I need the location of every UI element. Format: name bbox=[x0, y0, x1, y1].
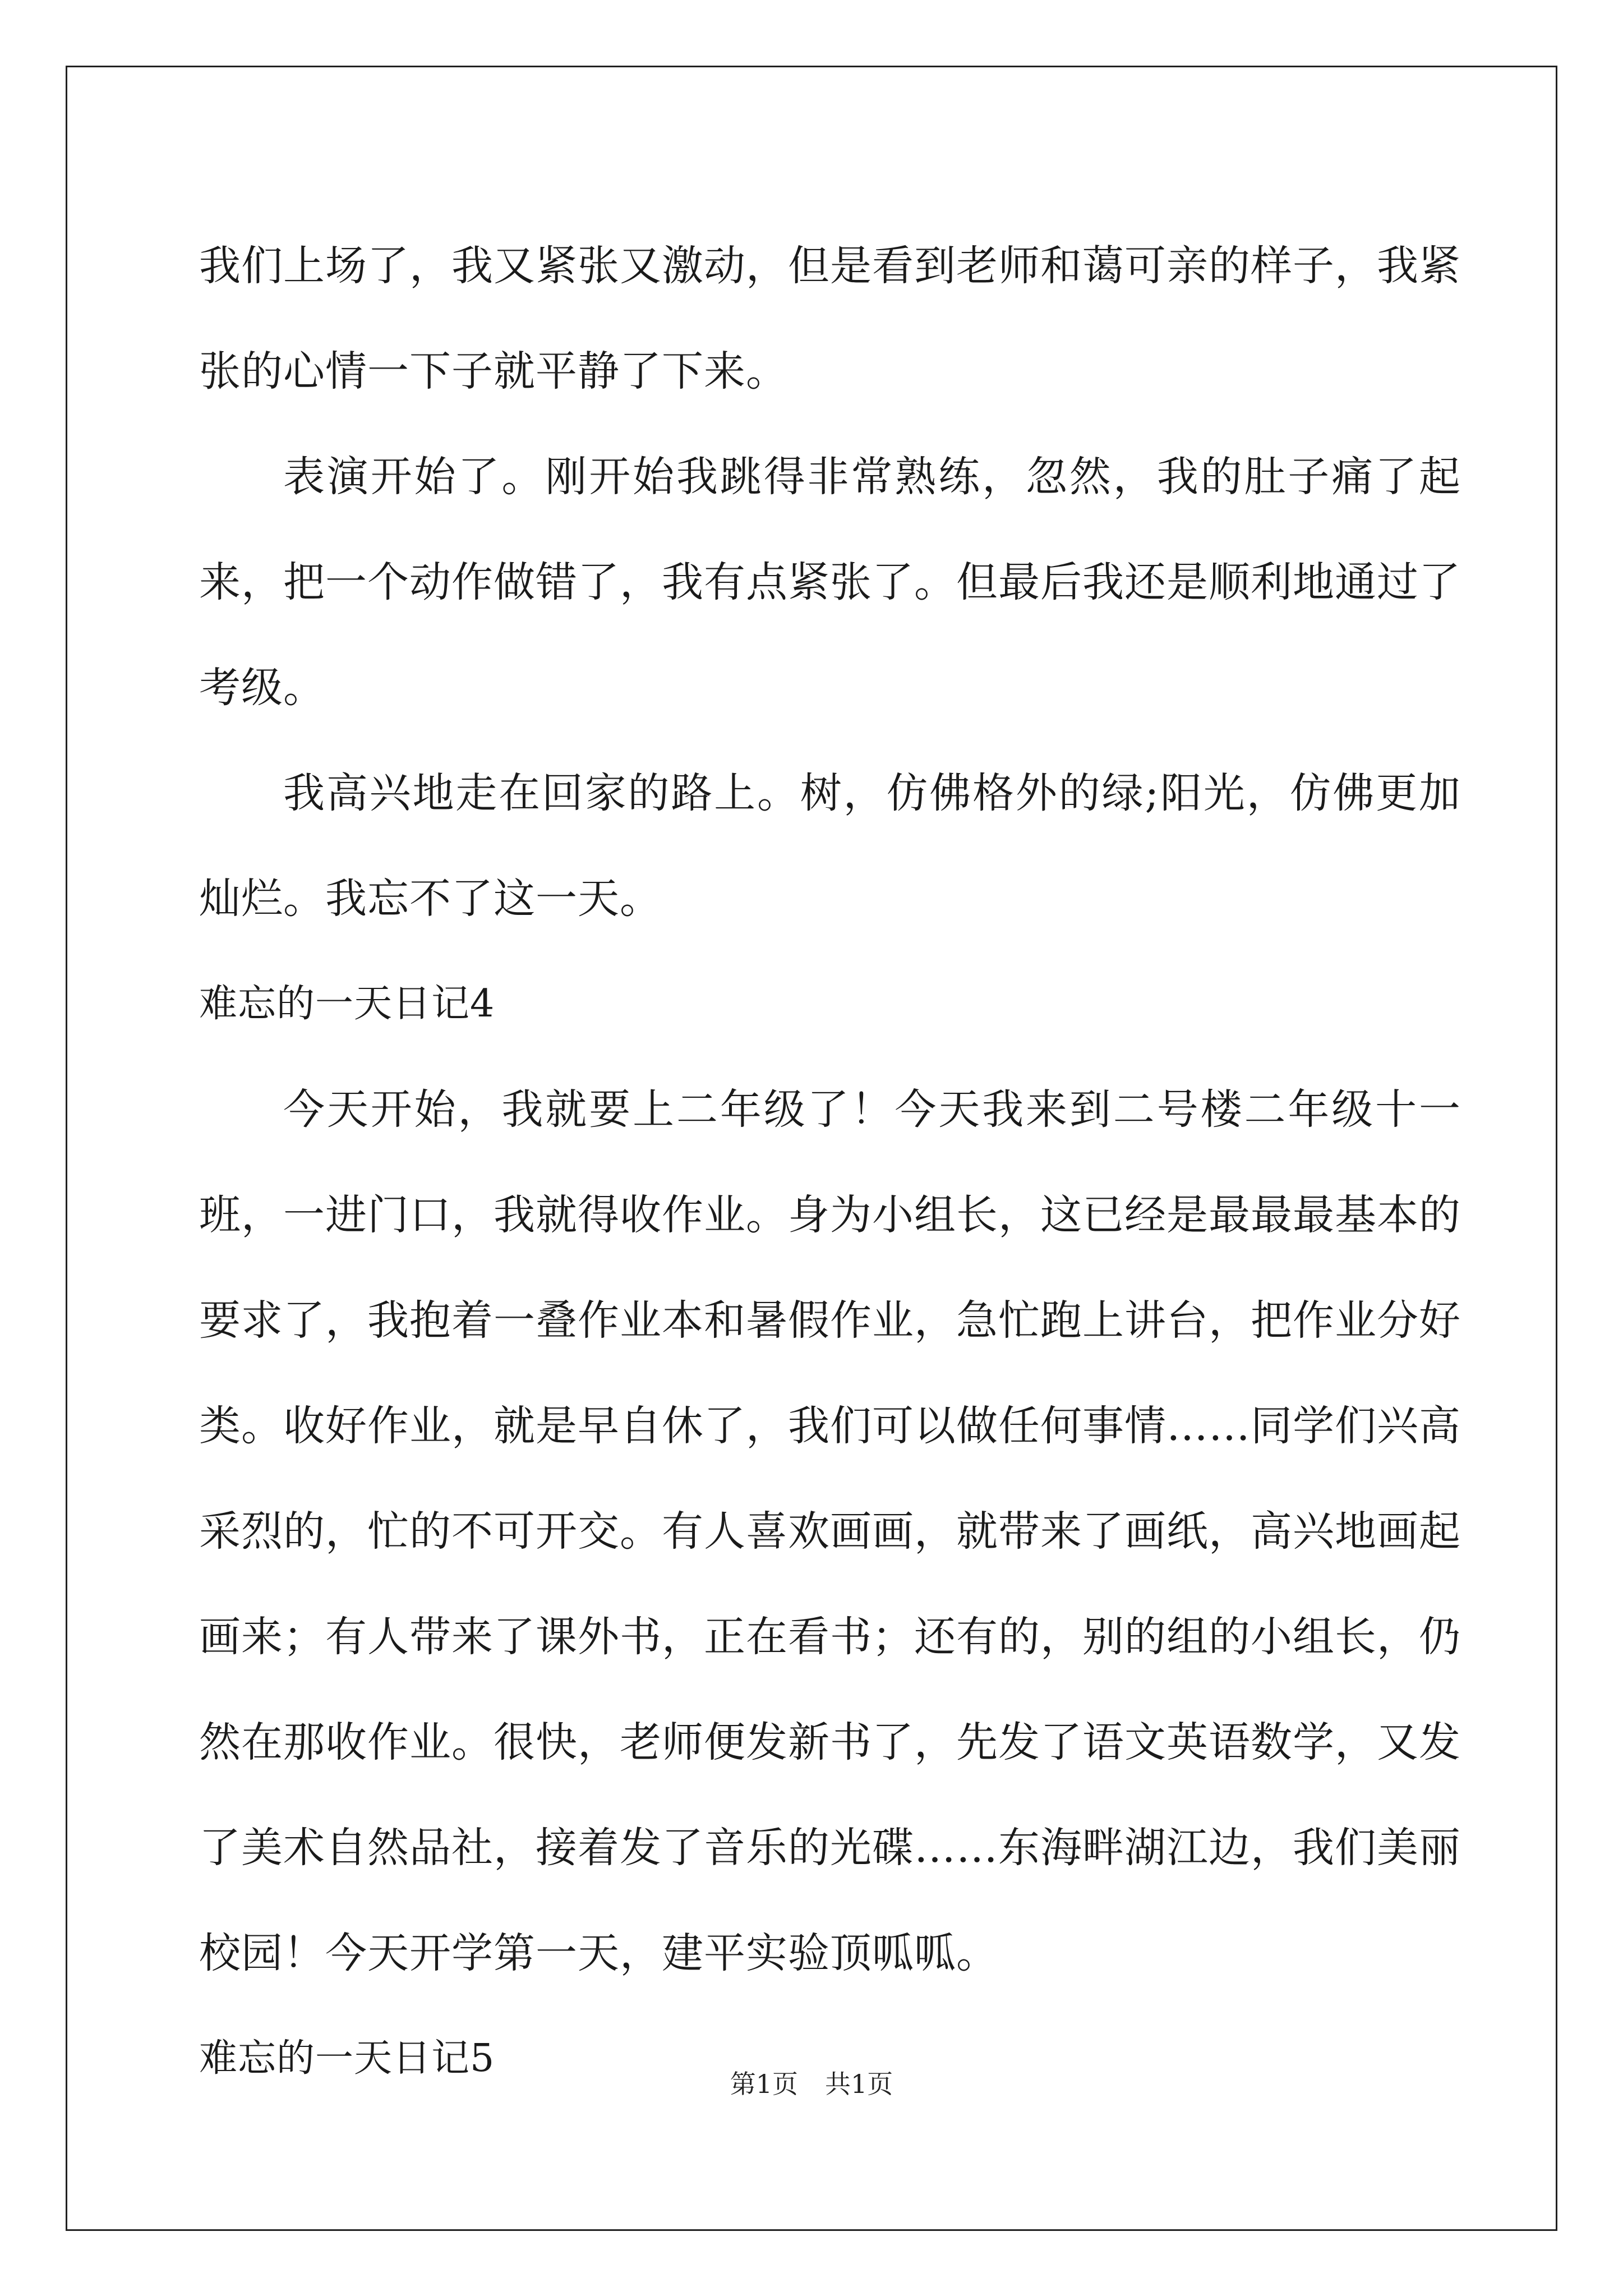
paragraph-first-school-day: 今天开始，我就要上二年级了！今天我来到二号楼二年级十一班，一进门口，我就得收作业。身为小组长，这已经是最最最基本的要求了，我抱着一叠作业本和暑假作业，急忙跑上讲台，把作业分好类。收好作业，就是早自休了，我们可以做任何事情……同学们兴高采烈的，忙的不可开交。有人喜欢画画，就带来了画纸，高兴地画起画来；有人带来了课外书，正在看书；还有的，别的组的小组长，仍然在那收作业。很快，老师便发新书了，先发了语文英语数学，又发了美术自然品社，接着发了音乐的光碟……东海畔湖江边，我们美丽校园！今天开学第一天，建平实验顶呱呱。 bbox=[199, 1085, 1461, 1977]
section-heading-diary-4: 难忘的一天日记4 bbox=[199, 982, 495, 1026]
page-number: 第1页 bbox=[730, 2069, 798, 2099]
paragraph-performance: 表演开始了。刚开始我跳得非常熟练，忽然，我的肚子痛了起来，把一个动作做错了，我有点紧张了。但最后我还是顺利地通过了考级。 bbox=[199, 453, 1461, 712]
page-total: 共1页 bbox=[825, 2069, 893, 2099]
document-body bbox=[199, 213, 1461, 2111]
page-footer bbox=[0, 2067, 1623, 2101]
section-heading-diary-5: 难忘的一天日记5 bbox=[199, 2036, 495, 2081]
paragraph-walking-home: 我高兴地走在回家的路上。树，仿佛格外的绿;阳光，仿佛更加灿烂。我忘不了这一天。 bbox=[199, 769, 1461, 923]
paragraph-stage-entrance: 我们上场了，我又紧张又激动，但是看到老师和蔼可亲的样子，我紧张的心情一下子就平静了下来。 bbox=[199, 242, 1461, 395]
